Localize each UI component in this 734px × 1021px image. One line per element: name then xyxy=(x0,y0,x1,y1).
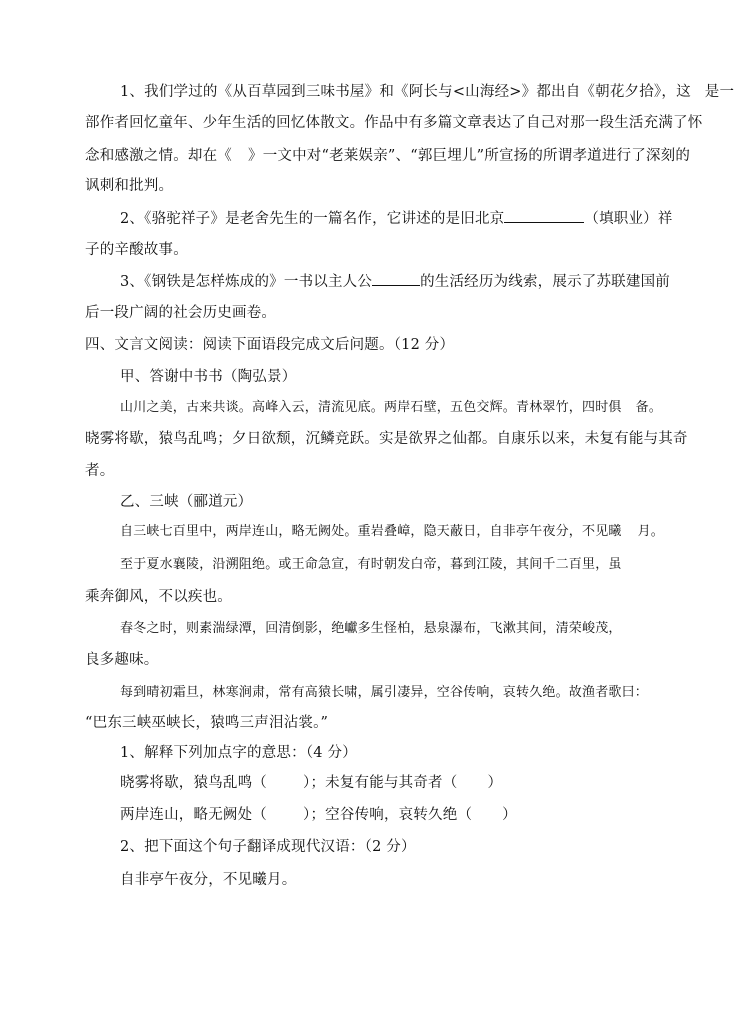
q1-line-1-end: 是一 xyxy=(704,84,734,100)
subquestion-1-row-2-part-b: ）；空谷传响，哀转久绝（ xyxy=(303,807,473,823)
passage-jia-title: 甲、答谢中书书（陶弘景） xyxy=(120,369,297,385)
passage-jia-line-1 xyxy=(120,398,662,418)
q1-line-4: 讽刺和批判。 xyxy=(85,178,174,194)
passage-yi-para-4-line-2: “巴东三峡巫峡长，猿鸣三声泪沾裳。” xyxy=(85,715,329,731)
q1-line-3 xyxy=(85,146,690,166)
q3-line-2: 后一段广阔的社会历史画卷。 xyxy=(85,305,277,321)
subquestion-1-row-1-part-c: ） xyxy=(487,775,503,791)
subquestion-1-row-1 xyxy=(120,773,502,793)
q1-line-1-text: 1、我们学过的《从百草园到三味书屋》和《阿长与<山海经>》都出自《朝花夕拾》，这 xyxy=(120,84,691,100)
q1-line-3-start: 念和感激之情。却在《 xyxy=(85,148,232,164)
passage-jia-line-1-end: 备。 xyxy=(635,400,663,415)
section-4-heading: 四、文言文阅读：阅读下面语段完成文后问题。（12 分） xyxy=(85,337,455,353)
passage-yi-para-1-start: 自三峡七百里中，两岸连山，略无阙处。重岩叠嶂，隐天蔽日，自非亭午夜分，不见曦 xyxy=(120,524,622,539)
passage-yi-para-1-end: 月。 xyxy=(637,524,665,539)
q2-line-1-start: 2、《骆驼祥子》是老舍先生的一篇名作，它讲述的是旧北京 xyxy=(120,211,505,227)
q2-occupation-blank[interactable] xyxy=(504,208,584,223)
passage-yi-para-1 xyxy=(120,522,664,542)
q1-line-1 xyxy=(120,82,734,102)
q1-line-3-end: 》一文中对“老莱娱亲”、“郭巨埋儿”所宣扬的所谓孝道进行了深刻的 xyxy=(248,148,691,164)
subquestion-1-row-2-part-a: 两岸连山，略无阙处（ xyxy=(120,807,267,823)
subquestion-1-title: 1、解释下列加点字的意思：（4 分） xyxy=(120,745,357,761)
q2-line-2: 子的辛酸故事。 xyxy=(85,242,188,258)
subquestion-2-sentence: 自非亭午夜分，不见曦月。 xyxy=(120,872,297,888)
q3-protagonist-blank[interactable] xyxy=(372,271,420,286)
passage-yi-para-2-line-1: 至于夏水襄陵，沿溯阻绝。或王命急宣，有时朝发白帝，暮到江陵，其间千二百里，虽 xyxy=(120,557,622,572)
passage-yi-para-3-line-2: 良多趣味。 xyxy=(85,652,159,668)
q1-line-2: 部作者回忆童年、少年生活的回忆体散文。作品中有多篇文章表达了自己对那一段生活充满了怀 xyxy=(85,115,703,131)
passage-jia-line-2: 晓雾将歇，猿鸟乱鸣；夕日欲颓，沉鳞竞跃。实是欲界之仙都。自康乐以来，未复有能与其奇 xyxy=(85,431,688,447)
subquestion-1-row-2-part-c: ） xyxy=(502,807,517,823)
passage-yi-para-2-line-2: 乘奔御风，不以疾也。 xyxy=(85,589,232,605)
subquestion-1-row-2 xyxy=(120,805,517,825)
subquestion-1-row-1-part-b: ）；未复有能与其奇者（ xyxy=(303,775,458,791)
passage-yi-para-3-line-1: 春冬之时，则素湍绿潭，回清倒影，绝巘多生怪柏，悬泉瀑布，飞漱其间，清荣峻茂， xyxy=(120,621,622,636)
passage-jia-line-1-start: 山川之美，古来共谈。高峰入云，清流见底。两岸石壁，五色交辉。青林翠竹，四时俱 xyxy=(120,400,622,415)
q3-line-1 xyxy=(120,271,670,292)
q2-line-1 xyxy=(120,208,673,229)
subquestion-1-row-1-part-a: 晓雾将歇，猿鸟乱鸣（ xyxy=(120,775,267,791)
passage-yi-title: 乙、三峡（郦道元） xyxy=(120,494,253,510)
passage-yi-para-4-line-1: 每到晴初霜旦，林寒涧肃，常有高猿长啸，属引凄异，空谷传响，哀转久绝。故渔者歌曰： xyxy=(120,685,649,700)
q3-line-1-end: 的生活经历为线索，展示了苏联建国前 xyxy=(420,274,670,290)
subquestion-2-title: 2、把下面这个句子翻译成现代汉语：（2 分） xyxy=(120,839,416,855)
q2-line-1-end: （填职业）祥 xyxy=(584,211,673,227)
q3-line-1-start: 3、《钢铁是怎样炼成的》一书以主人公 xyxy=(120,274,373,290)
passage-jia-line-3: 者。 xyxy=(85,463,115,479)
